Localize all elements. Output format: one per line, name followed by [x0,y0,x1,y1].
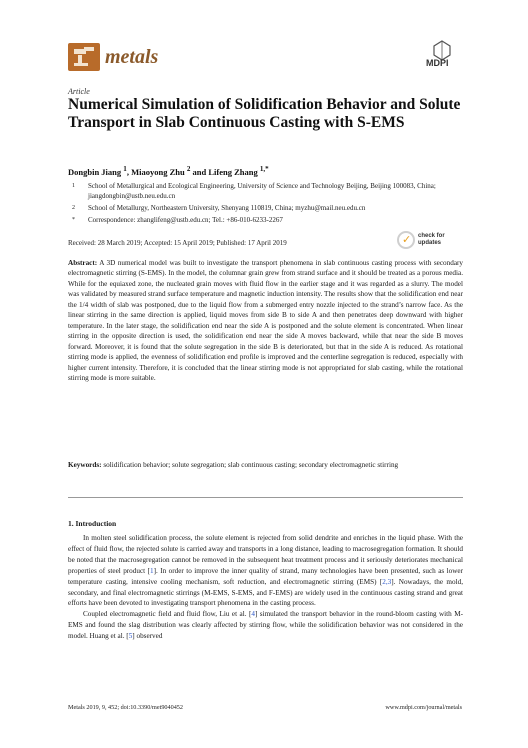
citation-link[interactable]: 5 [128,632,133,641]
author-name[interactable]: Dongbin Jiang [68,166,122,177]
affiliation-mark: 2 [72,205,75,211]
check-updates-label: check for updates [418,233,445,246]
paragraph: Coupled electromagnetic field and fluid flow, Liu et al. [4] simulated the transport behavior in the round-bloom casting with M-EMS and found the slag distribution was clearly affected by stirring flow, while the solidification behavior was not considered in the model. Huang et al. [5] observed [68,610,463,641]
publisher-name: MDPI [426,58,449,68]
correspondence-item [68,215,468,225]
author-affil-mark: 1,* [259,165,269,173]
keywords-text: solidification behavior; solute segregation; slab continuous casting; secondary electromagnetic stirring [103,461,399,469]
journal-logo-icon [68,43,100,71]
correspondence-text: Correspondence: zhanglifeng@ustb.edu.cn; Tel.: +86-010-6233-2267 [88,216,283,224]
abstract-label: Abstract: [68,259,98,267]
author-name[interactable]: Miaoyong Zhu [131,166,185,177]
section-heading: 1. Introduction [68,519,117,528]
citation-link[interactable]: 4 [251,610,255,619]
abstract [68,258,463,383]
page-title: Numerical Simulation of Solidification Behavior and Solute Transport in Slab Continuous Casting with S-EMS [68,96,461,131]
body-text [68,533,463,642]
affiliation-item [68,181,468,201]
footer-journal-url[interactable]: www.mdpi.com/journal/metals [385,704,462,711]
mdpi-logo-icon [420,40,464,76]
affiliation-text: School of Metallurgy, Northeastern University, Shenyang 110819, China; myzhu@mail.neu.edu.cn [88,204,366,212]
affiliation-mark: 1 [72,183,75,189]
citation-link[interactable]: 2,3 [382,577,392,586]
keywords [68,460,463,470]
affiliation-item [68,203,468,213]
author-affil-mark: 2 [186,165,191,173]
affiliation-text: School of Metallurgical and Ecological Engineering, University of Science and Technology Beijing, Beijing 100083, China; jiangdongbin@ustb.neu.edu.cn [88,182,436,200]
section-divider [68,497,463,498]
author-affil-mark: 1 [123,165,127,173]
article-type: Article [68,87,90,96]
keywords-label: Keywords: [68,461,102,469]
publication-history: Received: 28 March 2019; Accepted: 15 April 2019; Published: 17 April 2019 [68,239,287,247]
abstract-text: A 3D numerical model was built to investigate the transport phenomena in slab continuous casting process with secondary electromagnetic stirring (S-EMS). In the model, the columnar grain grew from strand surface and it should be treated as a porous media. While for the equiaxed zone, the nucleated grain moves with fluid flow in the earlier stage and it was regarded as a slurry. The model was validated by measured strand surface temperature and magnetic induction intensity. The results show that the solidification end near the 1/4 width of slab was postponed, due to the liquid flow from a submerged entry nozzle injected to the strand’s narrow face. As the linear stirring in the same direction is applied, liquid moves from side B to side A and then penetrates deep downward with higher temperature. In the later stage, the solidification end near the side A is postponed and the solute element is concentrated. When linear stirring in the opposite direction is used, the solidification end near the side A moves backward, while that near the side B moves forward. Moreover, it is found that the solute segregation in the side B is deteriorated, but that in the side A is reduced. As rotational stirring mode is applied, the evenness of solidification end profile is improved and the centerline segregation is reduced, especially with higher current intensity. Therefore, it is concluded that the linear stirring mode is not appropriated for slab casting, while the rotational stirring mode is more suitable. [68,259,463,382]
check-updates-icon: ✓ [397,231,415,249]
footer-citation: Metals 2019, 9, 452; doi:10.3390/met9040452 [68,704,183,711]
check-for-updates-button[interactable] [397,230,463,252]
paragraph: In molten steel solidification process, the solute element is rejected from solid dendrite and enriches in the liquid phase. With the effect of fluid flow, the rejected solute is carried away and transports in a long distance, leading to macrosegregation formation. It should be noted that the macrosegregation cannot be removed in the subsequent heat treatment process and it seriously deteriorates mechanical properties of steel product [1]. In order to improve the inner quality of strand, many technologies have been presented, such as lower temperature casting, intensive cooling mechanism, soft reduction, and electromagnetic stirring (EMS) [2,3]. Nowadays, the mold, secondary, and final electromagnetic stirrings (M-EMS, S-EMS, and F-EMS) are widely used in the continuous casting strand and great efforts have been devoted to investigating transport phenomena in the casting process. [68,534,463,608]
journal-header [68,40,468,80]
affiliation-mark: * [72,217,75,223]
journal-name: metals [105,46,159,68]
affiliation-list [68,181,468,227]
citation-link[interactable]: 1 [149,566,154,575]
author-list: Dongbin Jiang $^1$, Miaoyong Zhu $^2$ and Lifeng Zhang $^{1,*}$ [68,165,269,177]
author-name[interactable]: Lifeng Zhang [208,166,258,177]
